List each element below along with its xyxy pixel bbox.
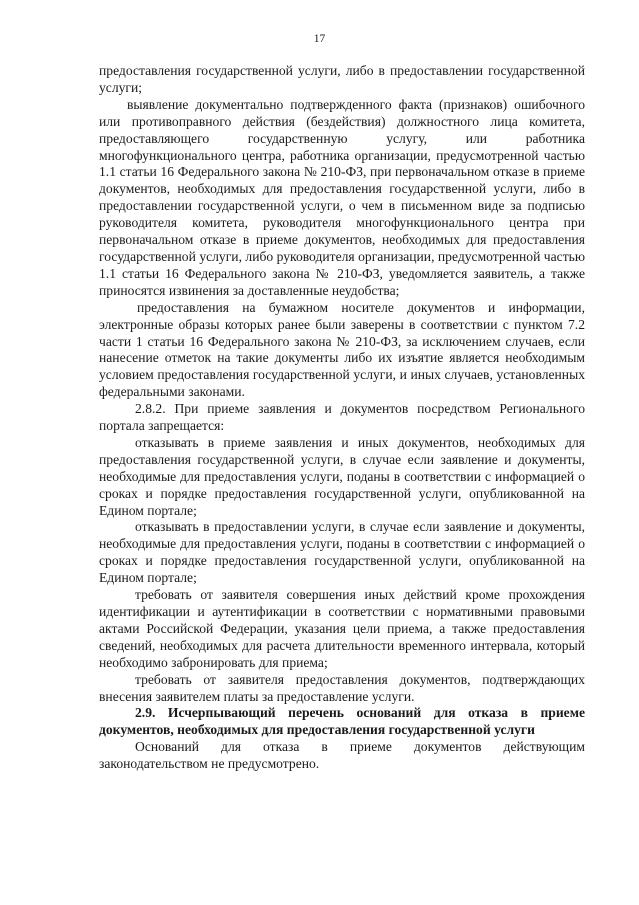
paragraph: 2.8.2. При приеме заявления и документов посредством Регионального портала запрещается:	[99, 401, 585, 434]
page-number: 17	[313, 33, 326, 45]
paragraph: предоставления государственной услуги, либо в предоставлении государственной услуги;	[99, 63, 585, 95]
paragraph: Оснований для отказа в приеме документов действующим законодательством не предусмотрено.	[99, 739, 585, 772]
paragraph: отказывать в предоставлении услуги, в случае если заявление и документы, необходимые для предоставления услуги, поданы в соответствии с информацией о сроках и порядке предоставления государственной услуги, опубликованной на Едином портале;	[99, 519, 585, 586]
section-heading: 2.9. Исчерпывающий перечень оснований для отказа в приеме документов, необходимых для предоставления государственной услуги	[99, 705, 585, 738]
paragraph: требовать от заявителя предоставления документов, подтверждающих внесения заявителем платы за предоставление услуги.	[99, 671, 585, 704]
document-body	[99, 63, 585, 773]
paragraph: выявление документально подтвержденного факта (признаков) ошибочного или противоправного действия (бездействия) должностного лица комитета, предоставляющего государственную услугу, или работника многофункционального центра, работника организации, предусмотренной частью 1.1 статьи 16 Федерального закона № 210-ФЗ, при первоначальном отказе в приеме документов, необходимых для предоставления государственной услуги, либо в предоставлении государственной услуги, о чем в письменном виде за подписью руководителя комитета, руководителя многофункционального центра при первоначальном отказе в приеме документов, необходимых для предоставления государственной услуги, либо руководителя организации, предусмотренной частью 1.1 статьи 16 Федерального закона № 210-ФЗ, уведомляется заявитель, а также приносятся извинения за доставленные неудобства;	[99, 96, 585, 298]
paragraph: требовать от заявителя совершения иных действий кроме прохождения идентификации и аутентификации в соответствии с нормативными правовыми актами Российской Федерации, указания цели приема, а также предоставления сведений, необходимых для расчета длительности временного интервала, который необходимо забронировать для приема;	[99, 587, 585, 670]
paragraph: предоставления на бумажном носителе документов и информации, электронные образы которых ранее были заверены в соответствии с пунктом 7.2 части 1 статьи 16 Федерального закона № 210-ФЗ, за исключением случаев, если нанесение отметок на такие документы либо их изъятие является необходимым условием предоставления государственной услуги, и иных случаев, установленных федеральными законами.	[99, 299, 585, 400]
paragraph: отказывать в приеме заявления и иных документов, необходимых для предоставления государственной услуги, в случае если заявление и документы, необходимые для предоставления услуги, поданы в соответствии с информацией о сроках и порядке предоставления государственной услуги, опубликованной на Едином портале;	[99, 434, 585, 518]
